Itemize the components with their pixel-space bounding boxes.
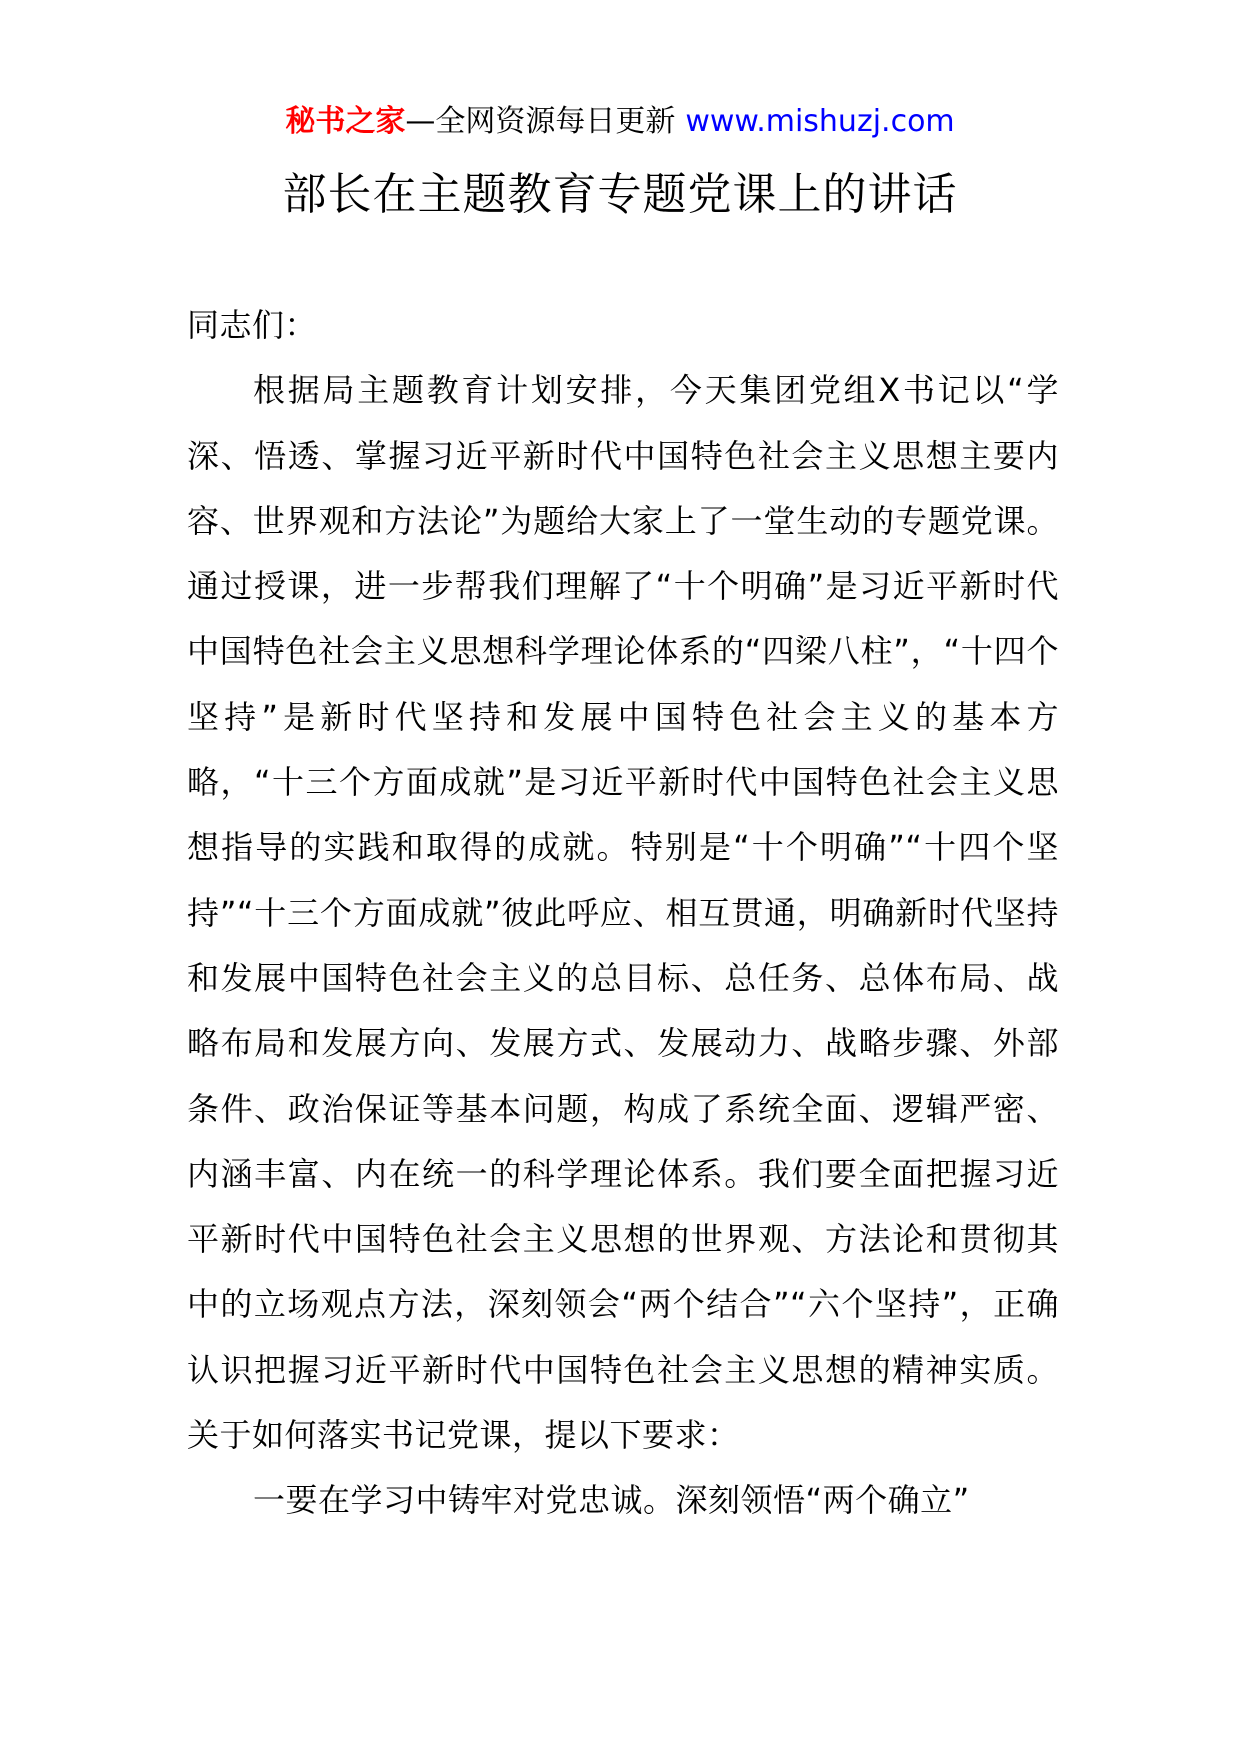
paragraph-1: 根据局主题教育计划安排，今天集团党组X书记以“学深、悟透、掌握习近平新时代中国特色社会主义思想主要内容、世界观和方法论”为题给大家上了一堂生动的专题党课。通过授课，进一步帮我们理解了“十个明确”是习近平新时代中国特色社会主义思想科学理论体系的“四梁八柱”，“十四个坚持”是新时代坚持和发展中国特色社会主义的基本方略，“十三个方面成就”是习近平新时代中国特色社会主义思想指导的实践和取得的成就。特别是“十个明确”“十四个坚持”“十三个方面成就”彼此呼应、相互贯通，明确新时代坚持和发展中国特色社会主义的总目标、总任务、总体布局、战略布局和发展方向、发展方式、发展动力、战略步骤、外部条件、政治保证等基本问题，构成了系统全面、逻辑严密、内涵丰富、内在统一的科学理论体系。我们要全面把握习近平新时代中国特色社会主义思想的世界观、方法论和贯彻其中的立场观点方法，深刻领会“两个结合”“六个坚持”，正确认识把握习近平新时代中国特色社会主义思想的精神实质。关于如何落实书记党课，提以下要求：	[187, 371, 1059, 1455]
header-tagline: —全网资源每日更新	[405, 104, 676, 139]
document-body	[187, 293, 1059, 1534]
brand-name: 秘书之家	[285, 104, 406, 139]
document-title: 部长在主题教育专题党课上的讲话	[282, 169, 958, 220]
site-header	[0, 102, 1240, 142]
site-url-link[interactable]: www.mishuzj.com	[685, 104, 955, 139]
paragraph-2: 一要在学习中铸牢对党忠诚。深刻领悟“两个确立”	[253, 1481, 970, 1520]
salutation: 同志们：	[187, 306, 318, 344]
